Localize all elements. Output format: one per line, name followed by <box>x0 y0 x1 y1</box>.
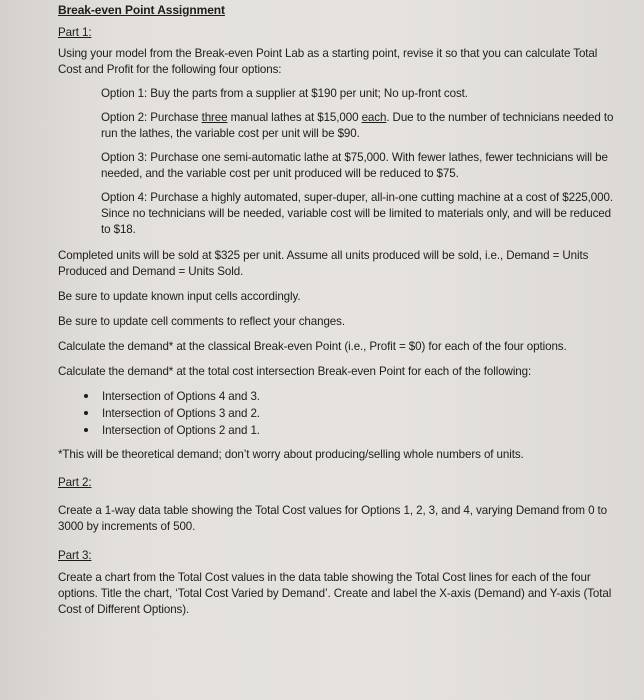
intersection-list <box>84 388 622 439</box>
part2-text: Create a 1-way data table showing the Total Cost values for Options 1, 2, 3, and 4, varying Demand from 0 to 3000 by increments of 500. <box>58 504 608 533</box>
paragraph-intersection-bep: Calculate the demand* at the total cost intersection Break-even Point for each of the following: <box>58 365 532 378</box>
option-1: Option 1: Buy the parts from a supplier at $190 per unit; No up-front cost. <box>101 87 468 100</box>
option-2-text-a: Option 2: Purchase <box>101 111 202 124</box>
option-2-underlined-three: three <box>201 111 228 124</box>
paragraph-update-inputs: Be sure to update known input cells accordingly. <box>58 290 301 303</box>
option-2-underlined-each: each <box>361 111 387 124</box>
option-2-text-b: manual lathes at $15,000 <box>227 111 362 124</box>
paragraph-classical-bep: Calculate the demand* at the classical Break-even Point (i.e., Profit = $0) for each of the four options. <box>58 340 567 353</box>
part3-text: Create a chart from the Total Cost values in the data table showing the Total Cost lines for each of the four options. Title the chart, ‘Total Cost Varied by Demand’. Create and label the X-axis (Demand) and Y-axis (Total Cost of Different Options). <box>58 571 612 616</box>
paragraph-selling-price: Completed units will be sold at $325 per unit. Assume all units produced will be sold, i.e., Demand = Units Produced and Demand = Units Sold. <box>58 249 589 278</box>
part3-heading: Part 3: <box>58 549 92 562</box>
option-3: Option 3: Purchase one semi-automatic lathe at $75,000. With fewer lathes, fewer technicians will be needed, and the variable cost per unit produced will be reduced to $75. <box>101 151 608 180</box>
theoretical-demand-note: *This will be theoretical demand; don’t worry about producing/selling whole numbers of units. <box>58 448 524 461</box>
list-item: Intersection of Options 2 and 1. <box>84 422 622 439</box>
option-4: Option 4: Purchase a highly automated, super-duper, all-in-one cutting machine at a cost of $225,000. Since no technicians will be needed, variable cost will be limited to materials only, and will be reduced to $18. <box>101 191 613 236</box>
part1-heading: Part 1: <box>58 26 92 39</box>
option-2-text-c: . Due to the number of technicians needed to run the lathes, the variable cost per unit will be $90. <box>101 111 614 140</box>
part2-heading: Part 2: <box>58 476 92 489</box>
list-item: Intersection of Options 4 and 3. <box>84 388 622 405</box>
document-title: Break-even Point Assignment <box>58 3 225 17</box>
option-2 <box>101 110 622 142</box>
part1-intro: Using your model from the Break-even Point Lab as a starting point, revise it so that you can calculate Total Cost and Profit for the following four options: <box>58 47 598 76</box>
list-item: Intersection of Options 3 and 2. <box>84 405 622 422</box>
paragraph-update-comments: Be sure to update cell comments to reflect your changes. <box>58 315 345 328</box>
